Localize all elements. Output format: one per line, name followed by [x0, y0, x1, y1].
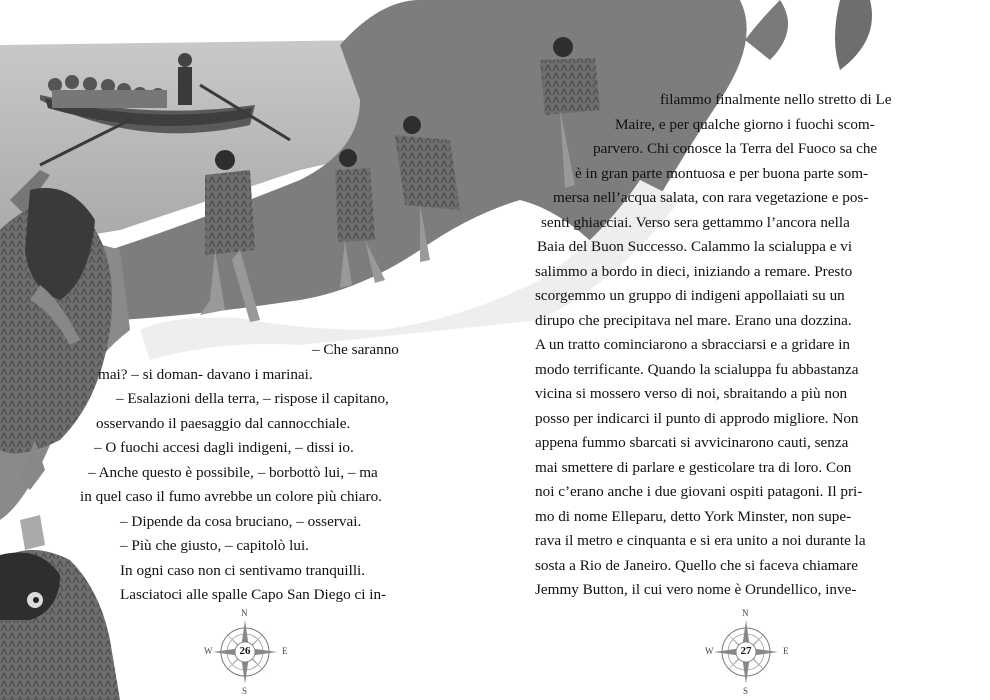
text-line: posso per indicarci il punto di approdo migliore. Non [535, 409, 859, 427]
right-rock-2 [745, 0, 788, 60]
compass-e-label: E [282, 646, 288, 656]
text-line: vicina si mossero verso di noi, sbraitando a più non [535, 385, 848, 402]
text-line: rava il metro e cinquanta e si era unito a noi durante la [535, 532, 866, 549]
page-number: 26 [239, 645, 251, 657]
text-line: filammo finalmente nello stretto di Le [660, 91, 892, 108]
text-line: mo di nome Elleparu, detto York Minster, non supe- [535, 507, 852, 525]
text-line: senti ghiacciai. Verso sera gettammo l’ancora nella [541, 213, 850, 231]
text-line: sosta a Rio de Janeiro. Quello che si faceva chiamare [535, 556, 859, 574]
text-line: modo terrificante. Quando la scialuppa fu abbastanza [535, 360, 859, 378]
page-number: 27 [740, 645, 752, 657]
text-line: mai? – si doman- davano i marinai. [98, 365, 313, 383]
left-compass [204, 608, 288, 700]
compass-s-label: S [242, 686, 248, 696]
text-line: – Dipende da cosa bruciano, – osservai. [120, 512, 362, 530]
text-line: – Esalazioni della terra, – rispose il capitano, [116, 390, 389, 407]
text-line: – O fuochi accesi dagli indigeni, – dissi io. [94, 439, 354, 456]
text-line: mersa nell’acqua salata, con rara vegetazione e pos- [553, 189, 869, 206]
right-page-text [535, 88, 925, 608]
right-compass [705, 608, 789, 700]
compass-n-label: N [241, 608, 248, 618]
text-line: Lasciatoci alle spalle Capo San Diego ci in- [120, 586, 387, 603]
text-line: appena fummo sbarcati si avvicinarono cauti, senza [535, 434, 849, 451]
text-line: mai smettere di parlare e gesticolare tra di loro. Con [535, 458, 852, 476]
text-line: In ogni caso non ci sentivamo tranquilli. [120, 561, 366, 579]
text-line: scorgemmo un gruppo di indigeni appollaiati su un [535, 287, 845, 304]
text-line: in quel caso il fumo avrebbe un colore più chiaro. [80, 488, 382, 505]
compass-w-label: W [204, 646, 213, 656]
compass-s-label: S [743, 686, 749, 696]
text-line: parvero. Chi conosce la Terra del Fuoco sa che [593, 140, 878, 157]
text-line: salimmo a bordo in dieci, iniziando a remare. Presto [535, 262, 853, 280]
text-line: noi c’erano anche i due giovani ospiti patagoni. Il pri- [535, 483, 863, 500]
text-line: osservando il paesaggio dal cannocchiale. [96, 414, 351, 432]
text-line: – Anche questo è possibile, – borbottò lui, – ma [88, 463, 378, 481]
text-line: Maire, e per qualche giorno i fuochi scom- [615, 115, 875, 133]
text-line: dirupo che precipitava nel mare. Erano una dozzina. [535, 311, 852, 329]
compass-w-label: W [705, 646, 714, 656]
text-line: – Più che giusto, – capitolò lui. [120, 537, 309, 554]
compass-n-label: N [742, 608, 749, 618]
right-rock [835, 0, 872, 70]
text-line: – Che saranno [312, 341, 399, 358]
text-line: A un tratto cominciarono a sbracciarsi e a gridare in [535, 336, 851, 353]
text-line: Jemmy Button, il cui vero nome è Orundellico, inve- [535, 581, 857, 598]
left-page-text [80, 338, 420, 608]
text-line: è in gran parte montuosa e per buona parte som- [575, 164, 869, 182]
text-line: Baia del Buon Successo. Calammo la scialuppa e vi [537, 238, 853, 255]
compass-e-label: E [783, 646, 789, 656]
